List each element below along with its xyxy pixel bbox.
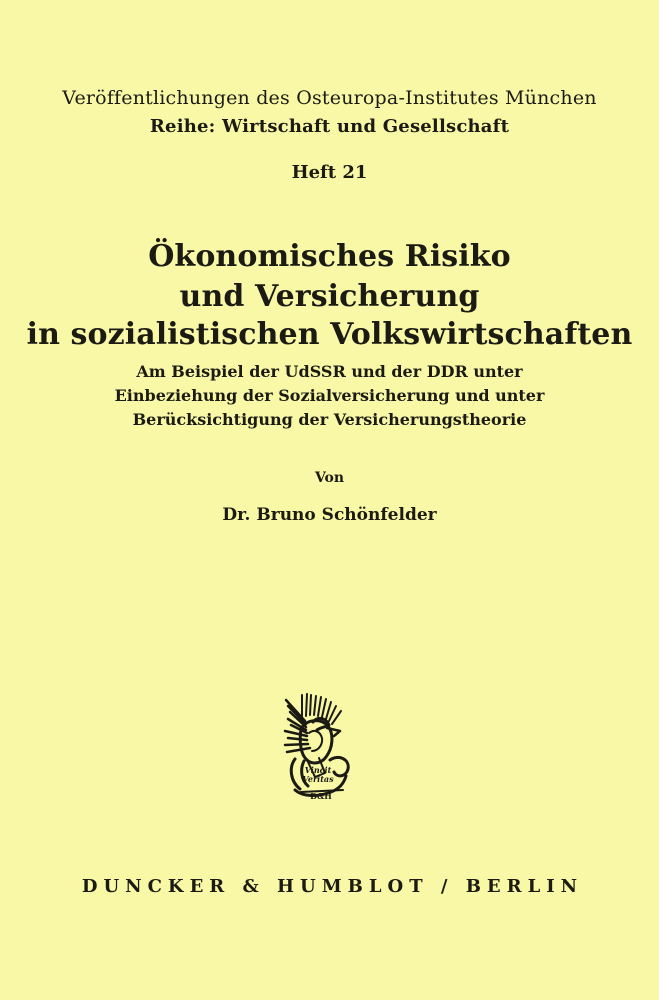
author-preposition: Von [314,470,345,486]
book-subtitle-line-1: Am Beispiel der UdSSR und der DDR unter [136,362,523,381]
book-subtitle-line-2: Einbeziehung der Sozialversicherung und unter [114,386,545,405]
eagle-icon [271,691,363,803]
logo-motto-1: Vincit [304,765,332,775]
series-title: Veröffentlichungen des Osteuropa-Institutes München [62,87,597,109]
publisher-imprint: DUNCKER & HUMBLOT / BERLIN [81,876,584,897]
author-name: Dr. Bruno Schönfelder [222,505,437,525]
publisher-eagle-logo [271,691,363,803]
series-subtitle: Reihe: Wirtschaft und Gesellschaft [149,116,510,137]
book-subtitle-line-3: Berücksichtigung der Versicherungstheorie [132,410,527,429]
book-title-line-1: Ökonomisches Risiko [148,239,511,274]
book-title-line-3: in sozialistischen Volkswirtschaften [26,317,633,352]
logo-motto-2: Veritas [302,774,334,784]
logo-monogram: D&H [310,791,332,801]
book-title-line-2: und Versicherung [179,279,480,314]
issue-number: Heft 21 [291,162,368,183]
